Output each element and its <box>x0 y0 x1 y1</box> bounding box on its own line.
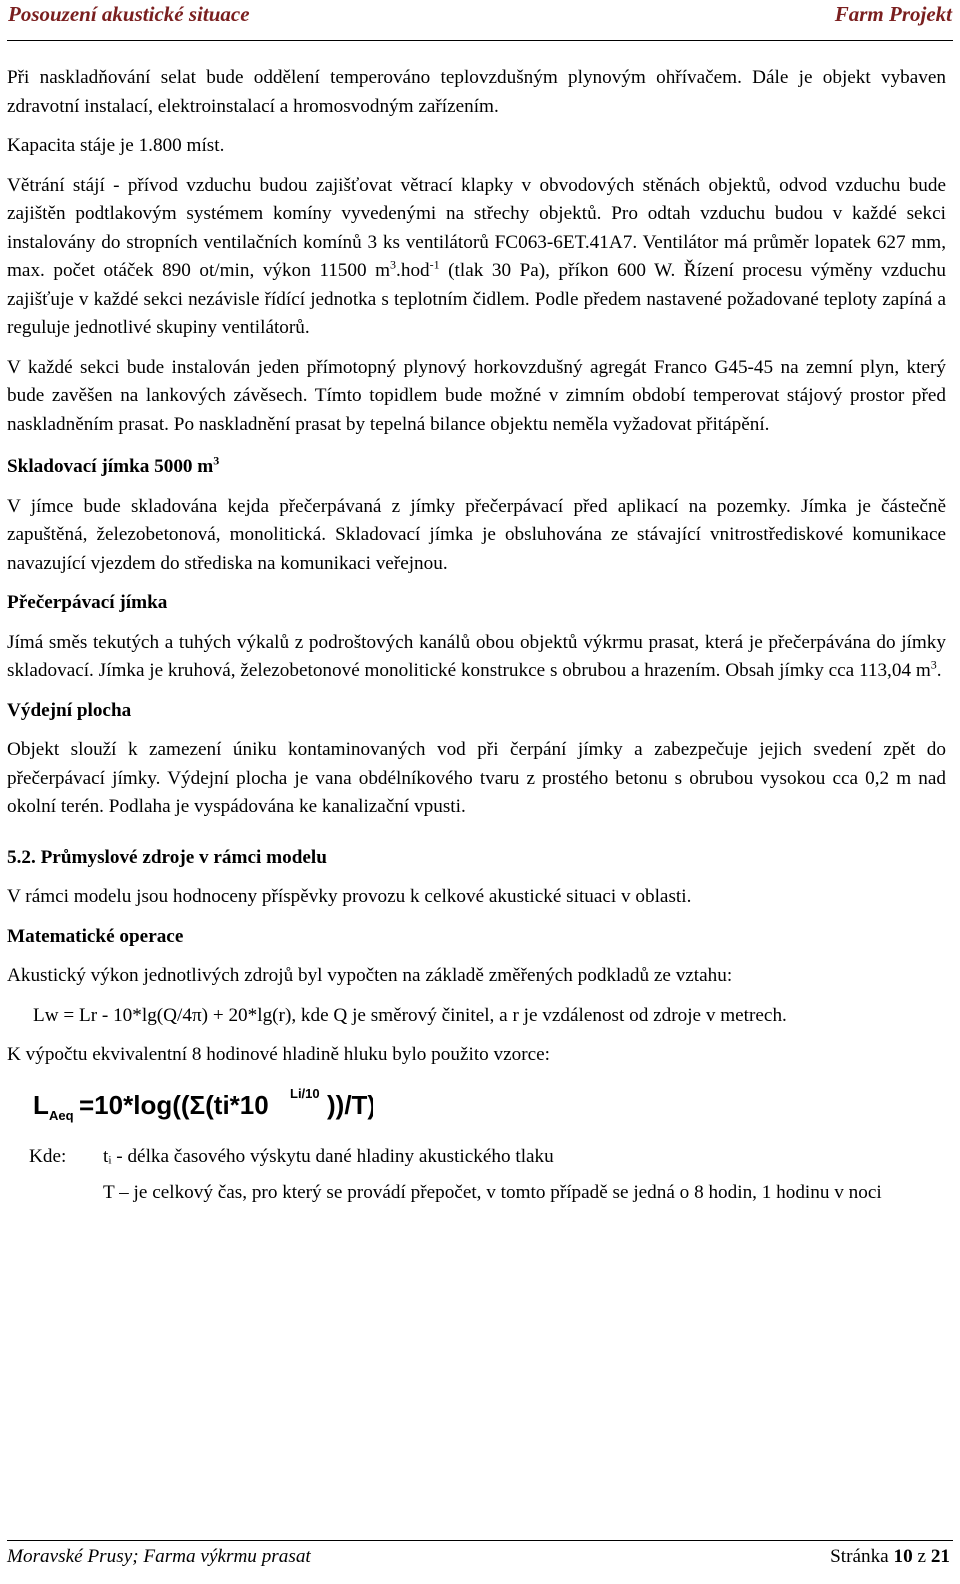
paragraph-ventilation: Větrání stájí - přívod vzduchu budou zajišťovat větrací klapky v obvodových stěnách objektů, odvod vzduchu bude zajištěn podtlakovým systémem komíny vyvedenými na střechy objektů. Pro odtah vzduchu budou v každé sekci instalovány do stropních ventilačních komínů 3 ks ventilátorů FC063-6ET.41A7. Ventilátor má průměr lopatek 627 mm, max. počet otáček 890 ot/min, výkon 11500 $m^3.hod^{-1}$ (tlak 30 Pa), příkon 600 W. Řízení procesu výměny vzduchu zajišťuje v každé sekci nezávisle řídící jednotka s teplotním čidlem. Podle předem nastavené požadované teploty zapíná a reguluje jednotlivé skupiny ventilátorů. <box>7 174 946 338</box>
svg-text:Aeq: Aeq <box>49 1107 74 1123</box>
heading-dispensing-area: Výdejní plocha <box>7 699 132 721</box>
heading-section-5-2: 5.2. Průmyslové zdroje v rámci modelu <box>7 846 327 868</box>
paragraph-heater: V každé sekci bude instalován jeden přímotopný plynový horkovzdušný agregát Franco G45-45 na zemní plyn, který bude zavěšen na lankových závěsech. Tímto topidlem bude možné v zimním období temperovat stájový prostor před naskladněním prasat. Po naskladnění prasat by tepelná bilance objektu neměla vyžadovat přitápění. <box>7 356 946 435</box>
paragraph-leq-intro: K výpočtu ekvivalentní 8 hodinové hladině hluku bylo použito vzorce: <box>7 1044 550 1065</box>
paragraph-pump-tank: Jímá směs tekutých a tuhých výkalů z podroštových kanálů obou objektů výkrmu prasat, která je přečerpávána do jímky skladovací. Jímka je kruhová, železobetonové monolitické konstrukce s obrubou a hrazením. Obsah jímky cca 113,04 $m^3$. <box>7 631 946 681</box>
page-header <box>8 2 952 32</box>
footer-project: Moravské Prusy; Farma výkrmu prasat <box>7 1546 311 1567</box>
svg-text:L: L <box>33 1089 49 1120</box>
paragraph-model: V rámci modelu jsou hodnoceny příspěvky provozu k celkové akustické situaci v oblasti. <box>7 886 692 907</box>
page-content <box>7 64 946 1208</box>
paragraph-capacity: Kapacita stáje je 1.800 míst. <box>7 135 225 156</box>
formula-lw: Lw = Lr - 10*lg(Q/4π) + 20*lg(r), kde Q je směrový činitel, a r je vzdálenost od zdroje v metrech. <box>33 1004 787 1026</box>
paragraph-storage-tank: V jímce bude skladována kejda přečerpávaná z jímky přečerpávací před aplikací na pozemky. Jímka je částečně zapuštěná, železobetonová, monolitická. Skladovací jímka je obsluhována ze stávající vnitrostřediskové komunikace navazující vjezdem do střediska na komunikaci veřejnou. <box>7 495 946 574</box>
footer-rule <box>7 1540 953 1541</box>
legend-label: Kde: <box>29 1145 67 1167</box>
svg-text:))/T): ))/T) <box>327 1089 373 1120</box>
heading-math-operations: Matematické operace <box>7 925 184 947</box>
page-footer <box>7 1546 950 1568</box>
legend-T: T – je celkový čas, pro který se provádí přepočet, v tomto případě se jedná o 8 hodin, 1 hodinu v noci <box>103 1182 882 1203</box>
paragraph-heating: Při naskladňování selat bude oddělení temperováno teplovzdušným plynovým ohřívačem. Dále je objekt vybaven zdravotní instalací, elektroinstalací a hromosvodným zařízením. <box>7 67 946 117</box>
heading-storage-tank: Skladovací jímka 5000 $m^3$ <box>7 453 220 477</box>
legend-ti: tᵢ - délka časového výskytu dané hladiny akustického tlaku <box>103 1145 554 1167</box>
svg-text:Li/10: Li/10 <box>290 1085 320 1101</box>
legend-block <box>7 1143 946 1208</box>
header-company: Farm Projekt <box>834 2 952 26</box>
paragraph-dispensing-area: Objekt slouží k zamezení úniku kontaminovaných vod při čerpání jímky a zabezpečuje jejich svedení zpět do přečerpávací jímky. Výdejní plocha je vana obdélníkového tvaru z prostého betonu s obrubou vysokou cca 0,2 m nad okolní terén. Podlaha je vyspádována ke kanalizační vpusti. <box>7 739 946 817</box>
svg-text:=10*log((Σ(ti*10: =10*log((Σ(ti*10 <box>79 1089 269 1120</box>
heading-pump-tank: Přečerpávací jímka <box>7 592 168 613</box>
header-rule <box>7 40 953 41</box>
leq-formula-image <box>33 1078 373 1130</box>
paragraph-acoustic-power: Akustický výkon jednotlivých zdrojů byl vypočten na základě změřených podkladů ze vztahu: <box>7 965 733 986</box>
header-title: Posouzení akustické situace <box>8 2 250 26</box>
page-number: Stránka 10 z 21 <box>830 1546 950 1567</box>
